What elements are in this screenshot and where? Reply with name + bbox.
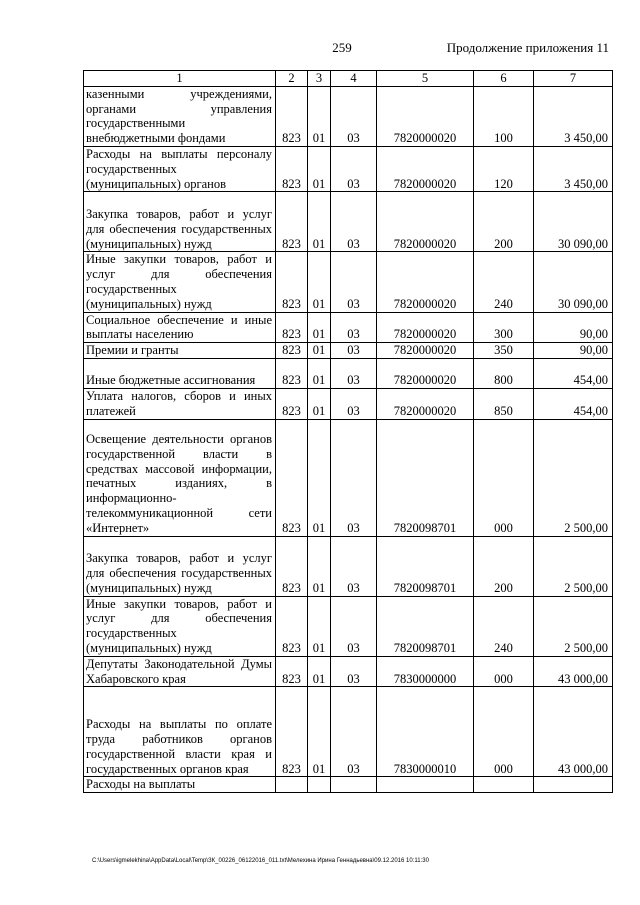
expense-type-cell: 800	[474, 358, 534, 388]
amount-cell	[534, 777, 613, 793]
section-cell: 01	[308, 146, 331, 191]
table-row	[84, 252, 613, 312]
subsection-cell: 03	[331, 86, 377, 146]
subsection-cell: 03	[331, 192, 377, 252]
subsection-cell: 03	[331, 146, 377, 191]
column-header: 2	[276, 71, 308, 87]
expense-type-cell: 000	[474, 419, 534, 536]
ved-code-cell: 823	[276, 687, 308, 777]
amount-cell: 2 500,00	[534, 596, 613, 656]
target-article-cell: 7820000020	[377, 252, 474, 312]
ved-code-cell: 823	[276, 656, 308, 687]
amount-cell: 2 500,00	[534, 419, 613, 536]
section-cell: 01	[308, 192, 331, 252]
ved-code-cell: 823	[276, 252, 308, 312]
section-cell: 01	[308, 252, 331, 312]
row-name-cell: Расходы на выплаты по оплате труда работников органов государственной власти края и государственных органов края	[84, 687, 276, 777]
amount-cell: 454,00	[534, 358, 613, 388]
ved-code-cell: 823	[276, 86, 308, 146]
ved-code-cell: 823	[276, 536, 308, 596]
row-name-cell: Депутаты Законодательной Думы Хабаровского края	[84, 656, 276, 687]
section-cell: 01	[308, 536, 331, 596]
expense-type-cell: 300	[474, 312, 534, 343]
column-header: 6	[474, 71, 534, 87]
column-header: 7	[534, 71, 613, 87]
table-row	[84, 388, 613, 419]
amount-cell: 43 000,00	[534, 687, 613, 777]
table-row	[84, 536, 613, 596]
expense-type-cell: 240	[474, 252, 534, 312]
row-name-cell: Социальное обеспечение и иные выплаты населению	[84, 312, 276, 343]
amount-cell: 454,00	[534, 388, 613, 419]
row-name-cell: казенными учреждениями, органами управления государственными внебюджетными фондами	[84, 86, 276, 146]
subsection-cell: 03	[331, 536, 377, 596]
section-cell: 01	[308, 656, 331, 687]
table-row	[84, 192, 613, 252]
target-article-cell: 7820000020	[377, 343, 474, 359]
table-row	[84, 146, 613, 191]
target-article-cell: 7820000020	[377, 358, 474, 388]
subsection-cell: 03	[331, 358, 377, 388]
table-row	[84, 358, 613, 388]
appendix-title: Продолжение приложения 11	[446, 40, 609, 55]
section-cell: 01	[308, 419, 331, 536]
section-cell: 01	[308, 388, 331, 419]
ved-code-cell: 823	[276, 358, 308, 388]
column-header: 1	[84, 71, 276, 87]
ved-code-cell: 823	[276, 192, 308, 252]
expense-type-cell	[474, 777, 534, 793]
file-path-footer: C:\Users\igmelekhina\AppData\Local\Temp\ЗК_00226_06122016_011.txt\Мелехина Ирина Геннадьевна\09.12.2016 10:11:30	[92, 858, 429, 864]
row-name-cell: Освещение деятельности органов государственной власти в средствах массовой информации, печатных изданиях, в информационно-телекоммуникационной сети «Интернет»	[84, 419, 276, 536]
expense-type-cell: 000	[474, 687, 534, 777]
table-row	[84, 656, 613, 687]
amount-cell: 30 090,00	[534, 252, 613, 312]
row-name-cell: Иные закупки товаров, работ и услуг для обеспечения государственных (муниципальных) нужд	[84, 252, 276, 312]
subsection-cell: 03	[331, 656, 377, 687]
table-row	[84, 596, 613, 656]
column-header: 5	[377, 71, 474, 87]
section-cell: 01	[308, 687, 331, 777]
amount-cell: 2 500,00	[534, 536, 613, 596]
target-article-cell: 7830000010	[377, 687, 474, 777]
target-article-cell: 7820000020	[377, 192, 474, 252]
table-row	[84, 343, 613, 359]
target-article-cell: 7820000020	[377, 146, 474, 191]
ved-code-cell: 823	[276, 596, 308, 656]
row-name-cell: Закупка товаров, работ и услуг для обеспечения государственных (муниципальных) нужд	[84, 536, 276, 596]
expense-type-cell: 200	[474, 192, 534, 252]
target-article-cell: 7820000020	[377, 388, 474, 419]
target-article-cell: 7830000000	[377, 656, 474, 687]
column-header: 3	[308, 71, 331, 87]
row-name-cell: Уплата налогов, сборов и иных платежей	[84, 388, 276, 419]
section-cell: 01	[308, 86, 331, 146]
ved-code-cell: 823	[276, 388, 308, 419]
expense-type-cell: 850	[474, 388, 534, 419]
row-name-cell: Расходы на выплаты	[84, 777, 276, 793]
target-article-cell	[377, 777, 474, 793]
subsection-cell: 03	[331, 596, 377, 656]
row-name-cell: Иные закупки товаров, работ и услуг для обеспечения государственных (муниципальных) нужд	[84, 596, 276, 656]
ved-code-cell: 823	[276, 343, 308, 359]
section-cell: 01	[308, 596, 331, 656]
subsection-cell: 03	[331, 252, 377, 312]
amount-cell: 30 090,00	[534, 192, 613, 252]
section-cell: 01	[308, 312, 331, 343]
row-name-cell: Иные бюджетные ассигнования	[84, 358, 276, 388]
table-header-row	[84, 71, 613, 87]
section-cell	[308, 777, 331, 793]
expense-type-cell: 000	[474, 656, 534, 687]
table-row	[84, 86, 613, 146]
section-cell: 01	[308, 358, 331, 388]
ved-code-cell: 823	[276, 419, 308, 536]
subsection-cell: 03	[331, 388, 377, 419]
subsection-cell	[331, 777, 377, 793]
expense-type-cell: 200	[474, 536, 534, 596]
row-name-cell: Премии и гранты	[84, 343, 276, 359]
section-cell: 01	[308, 343, 331, 359]
expense-type-cell: 120	[474, 146, 534, 191]
row-name-cell: Закупка товаров, работ и услуг для обеспечения государственных (муниципальных) нужд	[84, 192, 276, 252]
subsection-cell: 03	[331, 343, 377, 359]
target-article-cell: 7820098701	[377, 536, 474, 596]
page-number: 259	[332, 40, 352, 55]
ved-code-cell	[276, 777, 308, 793]
row-name-cell: Расходы на выплаты персоналу государственных (муниципальных) органов	[84, 146, 276, 191]
subsection-cell: 03	[331, 687, 377, 777]
target-article-cell: 7820000020	[377, 86, 474, 146]
table-row	[84, 312, 613, 343]
amount-cell: 43 000,00	[534, 656, 613, 687]
amount-cell: 90,00	[534, 312, 613, 343]
amount-cell: 3 450,00	[534, 86, 613, 146]
column-header: 4	[331, 71, 377, 87]
expense-type-cell: 100	[474, 86, 534, 146]
table-row	[84, 687, 613, 777]
ved-code-cell: 823	[276, 146, 308, 191]
ved-code-cell: 823	[276, 312, 308, 343]
expense-type-cell: 240	[474, 596, 534, 656]
table-row	[84, 419, 613, 536]
budget-table	[83, 70, 613, 793]
amount-cell: 90,00	[534, 343, 613, 359]
table-row	[84, 777, 613, 793]
target-article-cell: 7820000020	[377, 312, 474, 343]
target-article-cell: 7820098701	[377, 419, 474, 536]
amount-cell: 3 450,00	[534, 146, 613, 191]
expense-type-cell: 350	[474, 343, 534, 359]
subsection-cell: 03	[331, 419, 377, 536]
target-article-cell: 7820098701	[377, 596, 474, 656]
subsection-cell: 03	[331, 312, 377, 343]
